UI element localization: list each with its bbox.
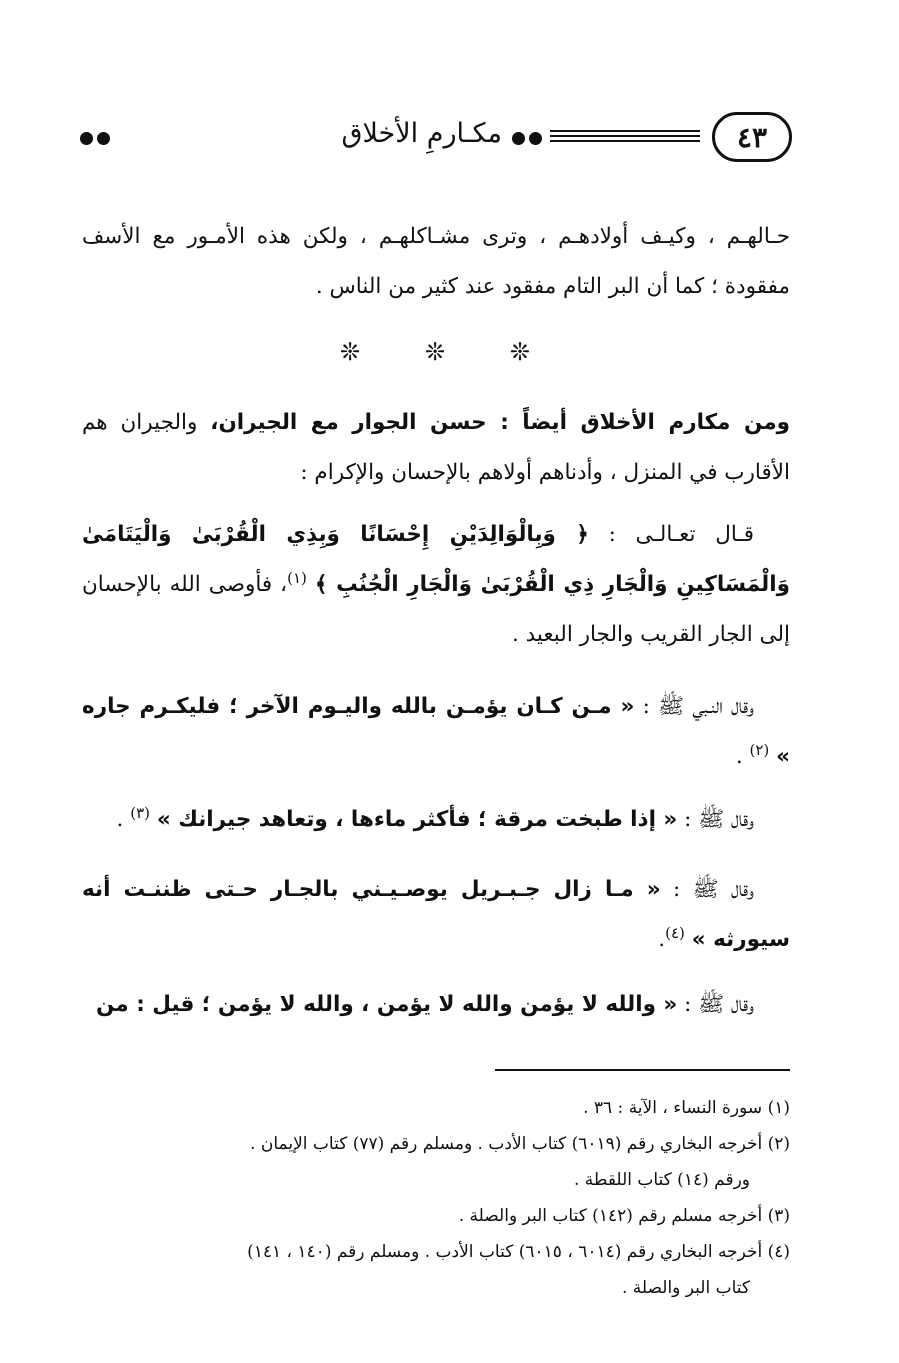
- section-separator: [340, 338, 530, 366]
- paragraph-text: وقال ﷺ :: [660, 877, 754, 902]
- footnote-ref: (٢): [749, 740, 770, 759]
- paragraph-text: حـالهـم ، وكيـف أولادهـم ، وترى مشـاكلهـم ، ولكن هذه الأمـور مع الأسف مفقودة ؛ كما أن البر التام مفقود عند كثير من الناس .: [82, 224, 790, 299]
- paragraph-text: ، فأوصى الله بالإحسان إلى الجار القريب والجار البعيد .: [82, 572, 790, 647]
- footnote-separator: [495, 1069, 790, 1071]
- hadith-quote: « مـن كـان يؤمـن بالله واليـوم الآخر ؛ فليكـرم جاره »: [82, 694, 790, 769]
- asterism-ornament: ❊: [509, 338, 530, 366]
- footnotes: [82, 1090, 790, 1306]
- paragraph: [82, 795, 790, 845]
- paragraph-text: قـال تعـالـى :: [588, 522, 754, 547]
- header-ornament-dots: [80, 132, 110, 145]
- paragraph-text: وقال النـبي ﷺ :: [634, 694, 754, 719]
- paragraph: [82, 865, 790, 965]
- page-header: [80, 112, 792, 174]
- footnote: (٣) أخرجه مسلم رقم (١٤٢) كتاب البر والصلة .: [458, 1206, 790, 1226]
- footnote-ref: (٤): [665, 923, 685, 942]
- footnote-continuation: كتاب البر والصلة .: [621, 1278, 750, 1298]
- paragraph: [82, 682, 790, 782]
- punctuation: .: [116, 807, 131, 832]
- paragraph-text: وقال ﷺ :: [677, 807, 754, 832]
- punctuation: .: [658, 927, 666, 952]
- footnote: (٤) أخرجه البخاري رقم (٦٠١٤ ، ٦٠١٥) كتاب الأدب . ومسلم رقم (١٤٠ ، ١٤١): [247, 1242, 790, 1262]
- paragraph: [82, 510, 790, 660]
- header-ornament-dots: [512, 132, 542, 145]
- footnote-ref: (١): [287, 568, 307, 587]
- asterism-ornament: ❊: [424, 338, 446, 366]
- hadith-quote: « مـا زال جـبـريل يوصـيـني بالجـار حـتى ظننـت أنه سيورثه »: [82, 877, 790, 952]
- footnote-continuation: ورقم (١٤) كتاب اللقطة .: [573, 1170, 750, 1190]
- section-heading: ومن مكارم الأخلاق أيضاً : حسن الجوار مع الجيران،: [210, 410, 790, 435]
- footnote: (٢) أخرجه البخاري رقم (٦٠١٩) كتاب الأدب . ومسلم رقم (٧٧) كتاب الإيمان .: [250, 1134, 790, 1154]
- hadith-quote: « إذا طبخت مرقة ؛ فأكثر ماءها ، وتعاهد جيرانك »: [156, 807, 678, 832]
- paragraph-text: والجيران هم الأقارب في المنزل ، وأدناهم أولاهم بالإحسان والإكرام :: [82, 410, 790, 485]
- page-number: ٤٣: [712, 112, 792, 162]
- header-rule: [550, 130, 700, 144]
- footnote: (١) سورة النساء ، الآية : ٣٦ .: [583, 1098, 790, 1118]
- hadith-quote: « والله لا يؤمن والله لا يؤمن ، والله لا يؤمن ؛ قيل : من: [96, 992, 678, 1017]
- paragraph-text: وقال ﷺ :: [677, 992, 754, 1017]
- punctuation: .: [735, 744, 750, 769]
- paragraph: [82, 980, 790, 1030]
- asterism-ornament: ❊: [340, 338, 361, 366]
- running-title: مكـارمِ الأخلاق: [341, 118, 502, 149]
- paragraph: [82, 212, 790, 312]
- quran-verse: ﴿ وَبِالْوَالِدَيْنِ إِحْسَانًا وَبِذِي الْقُرْبَىٰ وَالْيَتَامَىٰ وَالْمَسَاكِينِ وَالْجَارِ ذِي الْقُرْبَىٰ وَالْجَارِ الْجُنُبِ ﴾: [82, 522, 790, 597]
- paragraph: [82, 398, 790, 498]
- footnote-ref: (٣): [130, 803, 150, 822]
